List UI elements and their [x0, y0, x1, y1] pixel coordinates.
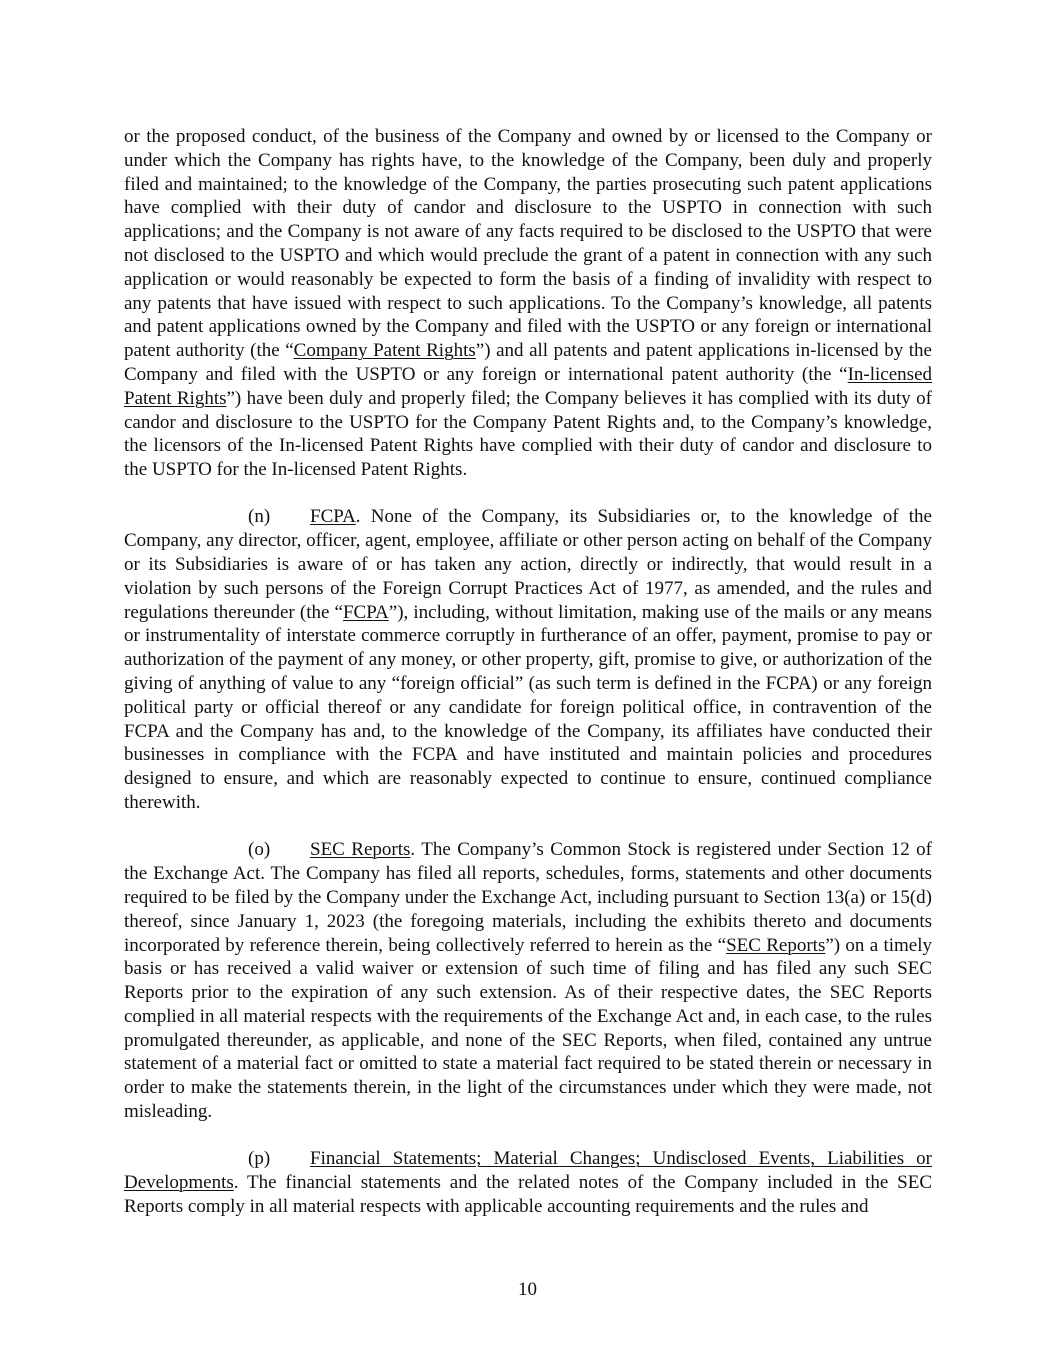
section-heading: FCPA: [310, 506, 356, 528]
section-heading: Financial Statements; Material Changes; Undisclosed Events, Liabilities or Developments: [124, 1148, 932, 1194]
text: . The financial statements and the related notes of the Company included in the SEC Reports comply in all material respects with applicable accounting requirements and the rules and: [124, 1172, 932, 1217]
paragraph-o-sec-reports: [124, 838, 932, 1124]
section-number: (p): [248, 1148, 271, 1170]
text: . The Company’s Common Stock is registered under Section 12 of the Exchange Act. The Company has filed all reports, schedules, forms, statements and other documents required to be filed by the Company under the Exchange Act, including pursuant to Section 13(a) or 15(d) thereof, since January 1, 2023 (the foregoing materials, including the exhibits thereto and documents incorporated by reference therein, being collectively referred to herein as the “: [124, 839, 933, 956]
paragraph-n-fcpa: [124, 505, 932, 814]
document-page: [124, 125, 932, 1242]
section-heading: SEC Reports: [310, 839, 411, 861]
text: ”) on a timely basis or has received a valid waiver or extension of such time of filing and has filed any such SEC Reports prior to the expiration of any such extension. As of their respective dates, the SEC Reports complied in all material respects with the requirements of the Exchange Act and, in each case, to the rules promulgated thereunder, as applicable, and none of the SEC Reports, when filed, contained any untrue statement of a material fact or omitted to state a material fact required to be stated therein or necessary in order to make the statements therein, in the light of the circumstances under which they were made, not misleading.: [124, 934, 932, 1123]
text: ”), including, without limitation, making use of the mails or any means or instrumentality of interstate commerce corruptly in furtherance of an offer, payment, promise to pay or authorization of the payment of any money, or other property, gift, promise to give, or authorization of the giving of anything of value to any “foreign official” (as such term is defined in the FCPA) or any foreign political party or official thereof or any candidate for foreign political office, in contravention of the FCPA and the Company has and, to the knowledge of the Company, its affiliates have conducted their businesses in compliance with the FCPA and have instituted and maintain policies and procedures designed to ensure, and which are reasonably expected to continue to ensure, continued compliance therewith.: [124, 601, 932, 814]
defined-term-company-patent-rights: Company Patent Rights: [293, 340, 476, 362]
defined-term-in-licensed-patent-rights: In-licensed Patent Rights: [124, 363, 932, 409]
paragraph-p-financial-statements: [124, 1147, 932, 1218]
text: or the proposed conduct, of the business of the Company and owned by or licensed to the Company or under which the Company has rights have, to the knowledge of the Company, been duly and properly filed and maintained; to the knowledge of the Company, the parties prosecuting such patent applications have complied with their duty of candor and disclosure to the USPTO in connection with such applications; and the Company is not aware of any facts required to be disclosed to the USPTO that were not disclosed to the USPTO and which would preclude the grant of a patent in connection with any such application or would reasonably be expected to form the basis of a finding of invalidity with respect to any patents that have issued with respect to such applications. To the Company’s knowledge, all patents and patent applications owned by the Company and filed with the USPTO or any foreign or international patent authority (the “: [124, 126, 932, 362]
page-number: 10: [518, 1279, 537, 1300]
paragraph-patent-continuation: [124, 125, 932, 482]
defined-term-fcpa: FCPA: [342, 601, 389, 623]
text: . None of the Company, its Subsidiaries or, to the knowledge of the Company, any director, officer, agent, employee, affiliate or other person acting on behalf of the Company or its Subsidiaries is aware of or has taken any action, directly or indirectly, that would result in a violation by such persons of the Foreign Corrupt Practices Act of 1977, as amended, and the rules and regulations thereunder (the “: [124, 506, 932, 623]
text: ”) have been duly and properly filed; the Company believes it has complied with its duty of candor and disclosure to the USPTO for the Company Patent Rights and, to the Company’s knowledge, the licensors of the In-licensed Patent Rights have complied with their duty of candor and disclosure to the USPTO for the In-licensed Patent Rights.: [124, 387, 932, 481]
text: ”) and all patents and patent applications in-licensed by the Company and filed with the USPTO or any foreign or international patent authority (the “: [124, 340, 932, 385]
defined-term-sec-reports: SEC Reports: [726, 934, 826, 956]
section-number: (o): [248, 839, 271, 861]
section-number: (n): [248, 506, 271, 528]
